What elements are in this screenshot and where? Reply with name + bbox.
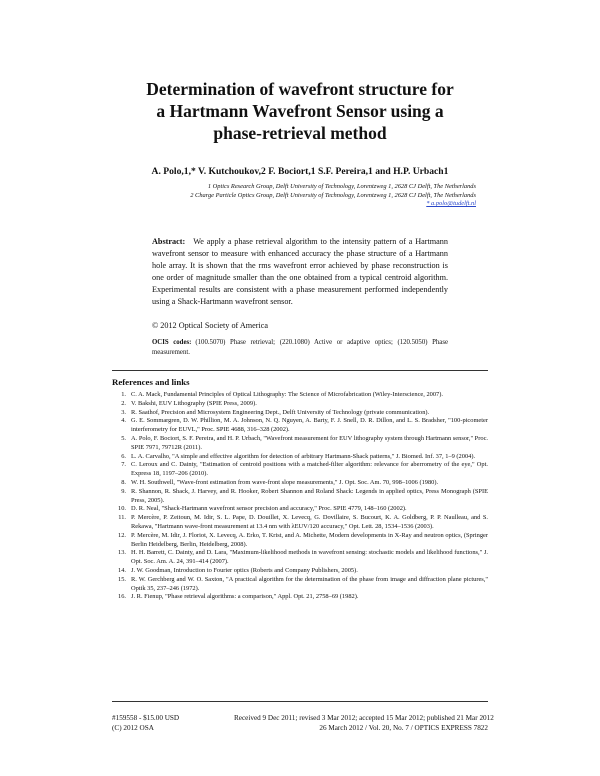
reference-item (112, 409, 488, 418)
references-heading: References and links (112, 377, 190, 387)
author-list: A. Polo,1,* V. Kutchoukov,2 F. Bociort,1 S.F. Pereira,1 and H.P. Urbach1 (151, 166, 449, 177)
reference-item (112, 453, 488, 462)
reference-text: P. Mercère, M. Idir, J. Floriot, X. Levecq, A. Erko, T. Krist, and A. Michette, Modern developments in X-Ray and neutron optics, (Springer Berlin Heidelberg, Berlin, Heidelberg, 2008). (131, 531, 488, 548)
paper-title (100, 78, 500, 144)
reference-number: 5. (121, 434, 126, 442)
reference-number: 15. (118, 575, 126, 583)
ocis-text: (100.5070) Phase retrieval; (220.1080) Active or adaptive optics; (120.5050) Phase measurement. (152, 339, 448, 356)
reference-number: 14. (118, 566, 126, 574)
reference-list (112, 391, 488, 602)
corresponding-email-link[interactable]: * a.polo@tudelft.nl (426, 200, 476, 207)
reference-number: 1. (121, 391, 126, 398)
publisher-copyright: (C) 2012 OSA (112, 724, 154, 732)
reference-number: 12. (118, 531, 126, 539)
article-price: #159558 - $15.00 USD (112, 714, 180, 722)
reference-text: R. Saathof, Precision and Microsystem Engineering Dept., Delft University of Technology (private communication). (131, 408, 430, 416)
abstract-label: Abstract: (152, 237, 186, 246)
affiliation-2: 2 Charge Particle Optics Group, Delft University of Technology, Lorentzweg 1, 2628 CJ Delft, The Netherlands (190, 192, 476, 199)
reference-number: 10. (118, 505, 126, 513)
title-line-3: phase-retrieval method (213, 123, 387, 143)
reference-text: V. Bakshi, EUV Lithography (SPIE Press, 2009). (131, 399, 257, 407)
section-divider (112, 370, 488, 371)
reference-text: L. A. Carvalho, "A simple and effective algorithm for detection of arbitrary Hartmann-Shack patterns," J. Biomed. Inf. 37, 1–9 (2004). (131, 452, 476, 460)
ocis-codes (152, 338, 448, 357)
reference-text: D. R. Neal, "Shack-Hartmann wavefront sensor precision and accuracy," Proc. SPIE 4779, 148–160 (2002). (131, 505, 407, 513)
reference-text: W. H. Southwell, "Wave-front estimation from wave-front slope measurements," J. Opt. Soc. Am. 70, 998–1006 (1980). (131, 478, 439, 486)
reference-text: C. A. Mack, Fundamental Principles of Optical Lithography: The Science of Microfabrication (Wiley-Interscience, 2007). (131, 391, 443, 398)
reference-number: 8. (121, 478, 126, 486)
reference-item (112, 567, 488, 576)
reference-item (112, 391, 488, 400)
reference-item (112, 576, 488, 594)
reference-text: C. Leroux and C. Dainty, "Estimation of centroid positions with a matched-filter algorithm: relevance for aberrometry of the eye," Opt. Express 18, 1197–206 (2010). (131, 461, 488, 478)
reference-number: 7. (121, 461, 126, 469)
reference-number: 13. (118, 549, 126, 557)
reference-item (112, 435, 488, 453)
reference-item (112, 400, 488, 409)
reference-item (112, 549, 488, 567)
reference-text: J. W. Goodman, Introduction to Fourier optics (Roberts and Company Publishers, 2005). (131, 566, 358, 574)
reference-number: 6. (121, 452, 126, 460)
ocis-label: OCIS codes: (152, 339, 192, 346)
reference-number: 11. (118, 514, 126, 522)
reference-item (112, 417, 488, 435)
reference-number: 16. (118, 593, 126, 601)
reference-item (112, 505, 488, 514)
reference-item (112, 488, 488, 506)
reference-item (112, 514, 488, 532)
copyright-notice: © 2012 Optical Society of America (152, 321, 269, 330)
reference-number: 4. (121, 417, 126, 425)
reference-text: R. Shannon, R. Shack, J. Harvey, and R. Hooker, Robert Shannon and Roland Shack: Legends in applied optics, Press Monograph (SPIE Press, 2005). (131, 487, 488, 504)
publication-history: Received 9 Dec 2011; revised 3 Mar 2012; accepted 15 Mar 2012; published 21 Mar 2012 (234, 714, 494, 722)
reference-text: P. Mercère, P. Zeitoun, M. Idir, S. L. Pape, D. Douillet, X. Levecq, G. Dovillaire, S. Bucourt, K. A. Goldberg, P. P. Naulleau, and S. Rekawa, "Hartmann wave-front measurement at 13.4 nm with λEUV/120 accuracy," Opt. Lett. 28, 1534–1536 (2003). (131, 514, 488, 530)
journal-citation: 26 March 2012 / Vol. 20, No. 7 / OPTICS EXPRESS 7822 (319, 724, 488, 732)
reference-item (112, 461, 488, 479)
abstract (152, 236, 448, 307)
reference-item (112, 479, 488, 488)
footer-divider (112, 701, 488, 702)
reference-number: 3. (121, 408, 126, 416)
title-line-1: Determination of wavefront structure for (146, 79, 454, 99)
reference-item (112, 532, 488, 550)
reference-number: 9. (121, 487, 126, 495)
abstract-text: We apply a phase retrieval algorithm to the intensity pattern of a Hartmann wavefront sensor to measure with enhanced accuracy the phase structure of a Hartmann hole array. It is shown that the rms wavefront error achieved by phase reconstruction is one order of magnitude smaller than the one obtained from a typical centroid algorithm. Experimental results are consistent with a phase measurement performed independently using a Shack-Hartmann wavefront sensor. (152, 237, 448, 306)
reference-text: J. R. Fienup, "Phase retrieval algorithms: a comparison," Appl. Opt. 21, 2758–69 (1982). (131, 593, 359, 601)
title-line-2: a Hartmann Wavefront Sensor using a (156, 101, 444, 121)
affiliation-1: 1 Optics Research Group, Delft University of Technology, Lorentzweg 1, 2628 CJ Delft, The Netherlands (207, 183, 476, 190)
reference-text: R. W. Gerchberg and W. O. Saxton, "A practical algorithm for the determination of the phase from image and diffraction plane pictures," Optik 35, 237–246 (1972). (131, 575, 488, 592)
reference-text: G. E. Sommargren, D. W. Phillion, M. A. Johnson, N. Q. Nguyen, A. Barty, F. J. Snell, D. R. Dillon, and L. S. Bradsher, "100-picometer interferometry for EUVL," Proc. SPIE 4688, 316–328 (2002). (131, 417, 488, 434)
reference-number: 2. (121, 399, 126, 407)
reference-text: H. H. Barrett, C. Dainty, and D. Lara, "Maximum-likelihood methods in wavefront sensing: stochastic models and likelihood functions," J. Opt. Soc. Am. A. 24, 391–414 (2007). (131, 549, 488, 566)
reference-text: A. Polo, F. Bociort, S. F. Pereira, and H. P. Urbach, "Wavefront measurement for EUV lithography system through Hartmann sensor," Proc. SPIE 7971, 79712R (2011). (131, 434, 488, 451)
reference-item (112, 593, 488, 602)
